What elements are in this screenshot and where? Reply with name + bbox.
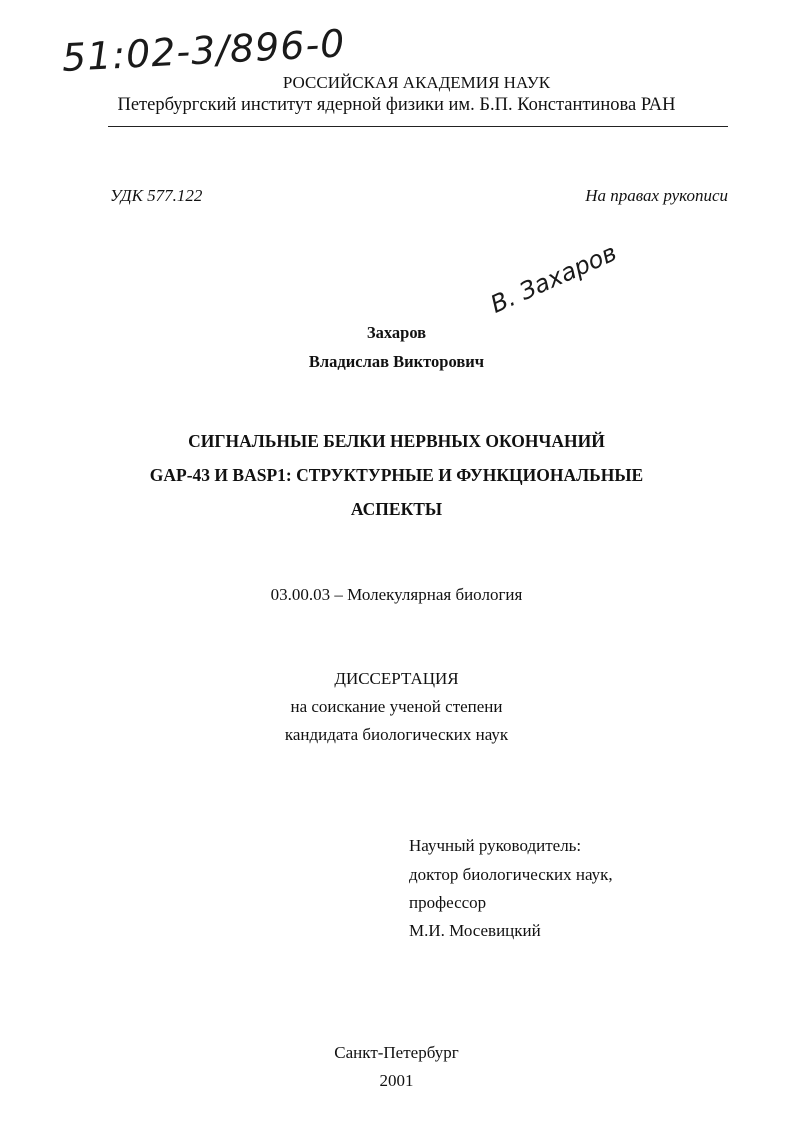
publication-year: 2001	[379, 1071, 414, 1090]
thesis-title-line-3: АСПЕКТЫ	[350, 499, 443, 519]
supervisor-rank: профессор	[409, 893, 487, 912]
thesis-title-line-1: СИГНАЛЬНЫЕ БЕЛКИ НЕРВНЫХ ОКОНЧАНИЙ	[188, 431, 605, 451]
document-type: ДИССЕРТАЦИЯ	[334, 669, 459, 688]
degree-purpose-line-1: на соискание ученой степени	[290, 697, 503, 716]
header-divider	[108, 126, 728, 127]
manuscript-rights-note: На правах рукописи	[585, 186, 728, 205]
supervisor-name: М.И. Мосевицкий	[409, 921, 541, 940]
supervisor-label: Научный руководитель:	[409, 836, 582, 855]
specialty-code: 03.00.03 – Молекулярная биология	[270, 585, 523, 604]
supervisor-degree: доктор биологических наук,	[409, 865, 613, 884]
author-surname: Захаров	[366, 323, 427, 342]
udk-code: УДК 577.122	[110, 186, 203, 205]
institute-heading: Петербургский институт ядерной физики им. Б.П. Константинова РАН	[117, 95, 676, 115]
handwritten-registration-stamp: 51:02-3/896-0	[60, 21, 347, 80]
degree-purpose-line-2: кандидата биологических наук	[284, 725, 509, 744]
academy-heading: РОССИЙСКАЯ АКАДЕМИЯ НАУК	[282, 73, 551, 92]
publication-city: Санкт-Петербург	[334, 1043, 459, 1062]
author-signature: В. Захаров	[486, 238, 621, 319]
thesis-title-line-2: GAP-43 И BASP1: СТРУКТУРНЫЕ И ФУНКЦИОНАЛЬНЫЕ	[149, 465, 644, 485]
author-given-names: Владислав Викторович	[308, 352, 485, 371]
